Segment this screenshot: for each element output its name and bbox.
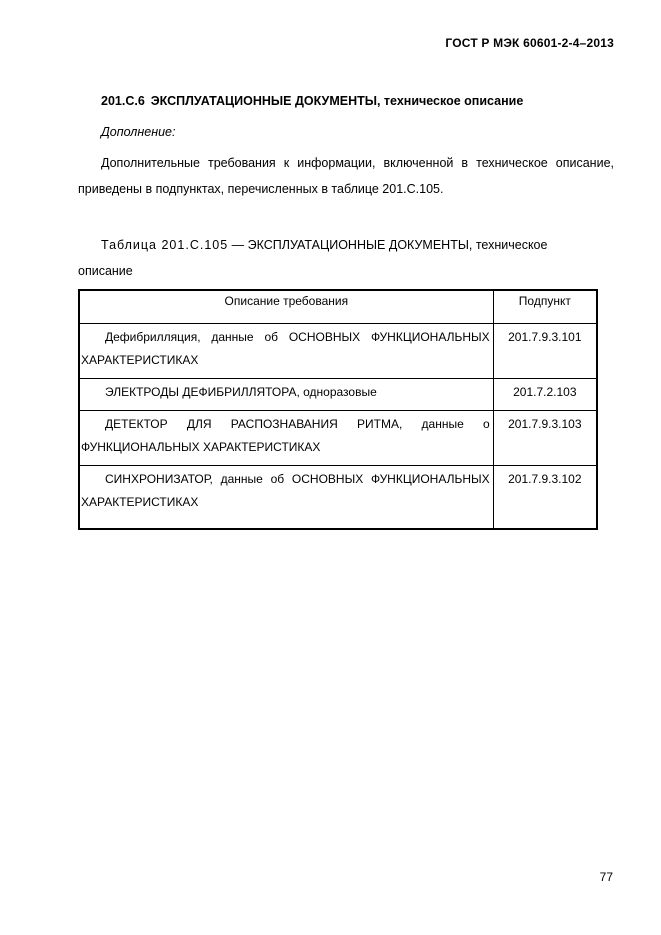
row-clause: 201.7.2.103: [493, 379, 597, 411]
section-heading: [101, 94, 523, 108]
table-row: [79, 466, 597, 530]
table-row: [79, 324, 597, 379]
row-description: Дефибрилляция, данные об ОСНОВНЫХ ФУНКЦИОНАЛЬНЫХ ХАРАКТЕРИСТИКАХ: [79, 324, 493, 379]
table-header-row: [79, 290, 597, 324]
row-description: СИНХРОНИЗАТОР, данные об ОСНОВНЫХ ФУНКЦИОНАЛЬНЫХ ХАРАКТЕРИСТИКАХ: [79, 466, 493, 530]
row-description: ЭЛЕКТРОДЫ ДЕФИБРИЛЛЯТОРА, одноразовые: [79, 379, 493, 411]
row-clause: 201.7.9.3.102: [493, 466, 597, 530]
document-header: ГОСТ Р МЭК 60601-2-4–2013: [445, 36, 614, 50]
row-clause: 201.7.9.3.103: [493, 411, 597, 466]
row-description: ДЕТЕКТОР ДЛЯ РАСПОЗНАВАНИЯ РИТМА, данные о ФУНКЦИОНАЛЬНЫХ ХАРАКТЕРИСТИКАХ: [79, 411, 493, 466]
table-caption: [78, 232, 598, 284]
section-number: 201.C.6: [101, 94, 145, 108]
table-row: [79, 411, 597, 466]
header-clause: Подпункт: [493, 290, 597, 324]
row-clause: 201.7.9.3.101: [493, 324, 597, 379]
table-row: [79, 379, 597, 411]
table-caption-title: — ЭКСПЛУАТАЦИОННЫЕ ДОКУМЕНТЫ, техническое описание: [78, 238, 548, 278]
body-paragraph: Дополнительные требования к информации, включенной в техническое описание, приведены в подпунктах, перечисленных в таблице 201.C.105.: [78, 156, 614, 196]
addition-label: Дополнение:: [101, 125, 176, 139]
requirements-table: [78, 289, 598, 530]
header-description: Описание требования: [79, 290, 493, 324]
page-number: 77: [599, 870, 613, 884]
table-caption-number: Таблица 201.C.105: [101, 238, 229, 252]
section-title: ЭКСПЛУАТАЦИОННЫЕ ДОКУМЕНТЫ, техническое описание: [150, 94, 524, 108]
